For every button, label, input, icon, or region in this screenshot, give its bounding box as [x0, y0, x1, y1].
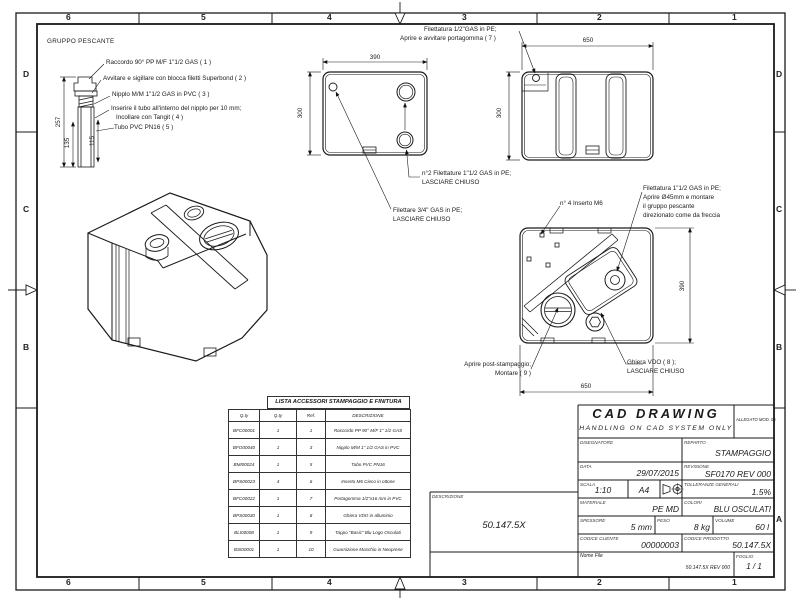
note-portagomma-line1: Filettatura 1/2"GAS in PE; — [424, 26, 497, 33]
label-revisione: REVISIONE — [684, 464, 710, 469]
value-data: 29/07/2015 — [636, 468, 679, 478]
label-materiale: MATERIALE — [580, 500, 606, 505]
table-row: BPS00023 4 6 Inserto M6 Cieco in ottone — [229, 473, 411, 490]
front-view-drawing — [307, 58, 427, 209]
note-aprire-line2: Montare ( 9 ) — [494, 370, 531, 377]
label-reparto: REPARTO — [684, 440, 706, 445]
zone-letter-right-a: A — [776, 514, 783, 524]
zone-letter-right-b: B — [776, 342, 783, 352]
zone-letter-left-d: D — [23, 69, 30, 79]
note-tubo-pvc: Tubo PVC PN16 ( 5 ) — [114, 124, 174, 131]
zone-number-top-3: 3 — [462, 12, 467, 22]
label-tolleranze: TOLLERANZE GENERALI — [684, 482, 739, 487]
value-codice-cliente: 00000003 — [641, 540, 679, 550]
note-portagomma-line2: Aprire e avvitare portagomma ( 7 ) — [400, 35, 496, 42]
value-colori: BLU OSCULATI — [713, 505, 771, 514]
note-inserti-m6: n° 4 Inserto M6 — [560, 200, 603, 207]
note-filettare-34-line2: LASCIARE CHIUSO — [393, 216, 451, 223]
header-col3: Ref. — [297, 410, 326, 422]
note-raccordo: Raccordo 90° PP M/F 1"1/2 GAS ( 1 ) — [106, 59, 212, 66]
label-peso: PESO — [657, 518, 670, 523]
table-row: BLI00008 1 9 Tappo "Basic" Blu Logo Osculati — [229, 524, 411, 541]
side-dim-650: 650 — [582, 37, 594, 44]
value-revisione: SF0170 REV 000 — [704, 469, 771, 479]
label-foglio: FOGLIO — [736, 554, 754, 559]
zone-number-bottom-5: 5 — [201, 577, 206, 587]
label-codice-cliente: CODICE CLIENTE — [580, 536, 619, 541]
note-pescante-line1: Filettatura 1"1/2 GAS in PE; — [643, 185, 721, 192]
note-ghiera-line2: LASCIARE CHIUSO — [627, 368, 685, 375]
value-materiale: PE MD — [652, 504, 679, 514]
zone-number-bottom-1: 1 — [732, 577, 737, 587]
parts-table-header — [229, 410, 411, 422]
header-col1: Q.ty — [229, 410, 260, 422]
zone-number-top-2: 2 — [597, 12, 602, 22]
table-row: BSI00001 1 10 Guarnizione Maschio in Neoprene — [229, 541, 411, 558]
zone-number-bottom-3: 3 — [462, 577, 467, 587]
value-tolleranze: 1.5% — [751, 487, 771, 497]
side-view-drawing — [506, 31, 653, 160]
note-ghiera-line1: Ghiera VDO ( 8 ); — [627, 359, 676, 366]
front-dim-390: 390 — [369, 54, 381, 61]
note-pescante-line4: direzionato come da freccia — [643, 212, 721, 219]
allegato-note: ALLEGATO MOD. 05 — [736, 417, 776, 422]
label-volume: VOLUME — [715, 518, 735, 523]
zone-number-top-5: 5 — [201, 12, 206, 22]
top-dim-650: 650 — [580, 383, 592, 390]
zone-letter-right-d: D — [776, 69, 783, 79]
value-formato: A4 — [638, 485, 650, 495]
dim-115: 115 — [89, 135, 96, 147]
zone-letter-left-c: C — [23, 204, 30, 214]
table-row: BPS00030 1 8 Ghiera VDO in alluminio — [229, 507, 411, 524]
value-volume: 60 l — [755, 522, 769, 532]
note-filettare-34-line1: Filettare 3/4" GAS in PE; — [393, 207, 463, 214]
zone-number-bottom-2: 2 — [597, 577, 602, 587]
header-col4: DESCRIZIONE — [326, 410, 411, 422]
zone-number-top-1: 1 — [732, 12, 737, 22]
table-row: BFO00040 1 3 Nipplo M/M 1" 1/2 GAS in PVC — [229, 439, 411, 456]
cad-drawing-subtitle: HANDLING ON CAD SYSTEM ONLY — [579, 425, 733, 432]
value-peso: 8 kg — [693, 522, 710, 532]
cad-drawing-title: CAD DRAWING — [592, 406, 720, 421]
note-incollare: Incollare con Tangit ( 4 ) — [116, 114, 184, 121]
value-scala: 1:10 — [594, 485, 612, 495]
parts-table-title: LISTA ACCESSORI STAMPAGGIO E FINITURA — [267, 396, 410, 409]
zone-number-bottom-4: 4 — [327, 577, 332, 587]
isometric-view-drawing — [88, 193, 267, 361]
zone-letter-left-b: B — [23, 342, 30, 352]
label-disegnatore: DISEGNATORE — [580, 440, 614, 445]
parts-table — [228, 409, 411, 558]
label-scala: SCALA — [580, 482, 596, 487]
note-superbond: Avvitare e sigillare con blocca filetti Superbond ( 2 ) — [103, 75, 247, 82]
value-codice-prodotto: 50.147.5X — [732, 540, 771, 550]
zone-number-bottom-6: 6 — [66, 577, 71, 587]
label-codice-prodotto: CODICE PRODOTTO — [684, 536, 730, 541]
top-dim-390: 390 — [679, 280, 686, 292]
note-n2-filettature-line2: LASCIARE CHIUSO — [422, 179, 480, 186]
dim-257: 257 — [55, 116, 62, 128]
value-foglio: 1 / 1 — [746, 562, 762, 571]
table-row: BFC00022 1 7 Portagomma 1/2"x16 mm in PVC — [229, 490, 411, 507]
first-angle-projection-icon — [663, 483, 684, 495]
table-row: BFC00001 1 1 Raccordo PP 90° M/F 1" 1/2 GAS — [229, 422, 411, 439]
label-nome-file: Nome File — [580, 553, 603, 559]
label-spessore: SPESSORE — [580, 518, 606, 523]
note-n2-filettature-line1: n°2 Filettature 1"1/2 GAS in PE; — [422, 170, 512, 177]
header-col2: Q.ty — [260, 410, 297, 422]
label-data: DATA — [580, 464, 592, 469]
value-reparto: STAMPAGGIO — [715, 448, 771, 458]
table-row: BMI00024 1 5 Tubo PVC PN16 — [229, 456, 411, 473]
zone-letter-right-c: C — [776, 204, 783, 214]
note-pescante-line3: il gruppo pescante — [643, 203, 695, 210]
value-spessore: 5 mm — [630, 522, 652, 532]
note-inserire-tubo: Inserire il tubo all'interno del nipplo per 10 mm; — [111, 105, 242, 112]
dim-135: 135 — [64, 137, 71, 149]
value-descrizione: 50.147.5X — [482, 520, 526, 531]
label-descrizione: DESCRIZIONE — [432, 494, 464, 499]
note-aprire-line1: Aprire post-stampaggio; — [464, 361, 531, 368]
label-colori: COLORI — [684, 500, 702, 505]
note-pescante-line2: Aprire Ø45mm e montare — [643, 194, 715, 201]
pescante-title: GRUPPO PESCANTE — [47, 38, 115, 45]
side-dim-300: 300 — [496, 107, 503, 119]
front-dim-300: 300 — [297, 107, 304, 119]
zone-number-top-6: 6 — [66, 12, 71, 22]
value-nome-file: 50.147.5X REV 000 — [685, 565, 730, 571]
note-nipplo: Nipplo M/M 1"1/2 GAS in PVC ( 3 ) — [112, 91, 210, 98]
zone-number-top-4: 4 — [327, 12, 332, 22]
